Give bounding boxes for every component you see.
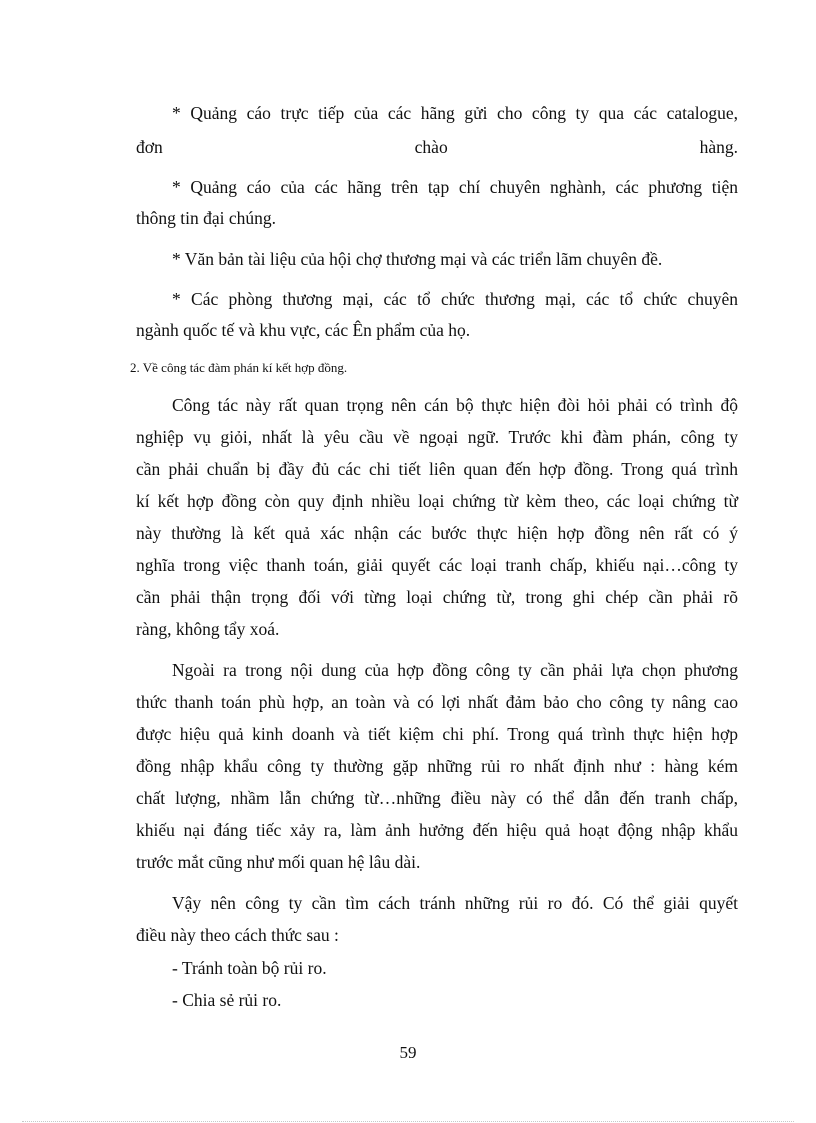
- body-1-line-5: này thường là kết quả xác nhận các bước thực hiện hợp đồng nên rất có ý: [136, 523, 738, 543]
- body-2-line-5: chất lượng, nhầm lẫn chứng từ…những điều này có thể dẫn đến tranh chấp,: [136, 788, 738, 808]
- bullet-2-line-1: * Quảng cáo của các hãng trên tạp chí chuyên nghành, các phương tiện: [172, 177, 738, 197]
- bullet-3-line-1: * Văn bản tài liệu của hội chợ thương mại và các triển lãm chuyên đề.: [172, 249, 663, 269]
- body-1-line-3: cần phải chuẩn bị đầy đủ các chi tiết liên quan đến hợp đồng. Trong quá trình: [136, 459, 738, 479]
- body-3-line-1: Vậy nên công ty cần tìm cách tránh những rủi ro đó. Có thể giải quyết: [172, 893, 738, 913]
- section-heading: 2. Về công tác đàm phán kí kết hợp đồng.: [130, 360, 348, 375]
- body-3-line-2: điều này theo cách thức sau :: [136, 925, 339, 945]
- body-1-line-6: nghĩa trong việc thanh toán, giải quyết các loại tranh chấp, khiếu nại…công ty: [136, 555, 738, 575]
- page-bottom-divider: [22, 1121, 794, 1122]
- list-item-avoid-risk: - Tránh toàn bộ rủi ro.: [172, 958, 327, 978]
- bullet-4-line-1: * Các phòng thương mại, các tổ chức thương mại, các tổ chức chuyên: [172, 289, 738, 309]
- bullet-1-line-2: đơn chào hàng.: [136, 137, 738, 157]
- bullet-1-line-1: * Quảng cáo trực tiếp của các hãng gửi cho công ty qua các catalogue,: [172, 103, 738, 123]
- body-2-line-6: khiếu nại đáng tiếc xảy ra, làm ảnh hưởng đến hiệu quả hoạt động nhập khẩu: [136, 820, 738, 840]
- body-1-line-4: kí kết hợp đồng còn quy định nhiều loại chứng từ kèm theo, các loại chứng từ: [136, 491, 738, 511]
- body-2-line-4: đồng nhập khẩu công ty thường gặp những rủi ro nhất định như : hàng kém: [136, 756, 738, 776]
- body-2-line-2: thức thanh toán phù hợp, an toàn và có lợi nhất đảm bảo cho công ty nâng cao: [136, 692, 738, 712]
- bullet-4-line-2: ngành quốc tế và khu vực, các Ên phẩm của họ.: [136, 320, 471, 340]
- body-1-line-2: nghiệp vụ giỏi, nhất là yêu cầu về ngoại ngữ. Trước khi đàm phán, công ty: [136, 427, 738, 447]
- page-number: 59: [399, 1043, 417, 1062]
- body-2-line-1: Ngoài ra trong nội dung của hợp đồng công ty cần phải lựa chọn phương: [172, 660, 738, 680]
- body-2-line-7: trước mắt cũng như mối quan hệ lâu dài.: [136, 852, 421, 872]
- body-1-line-8: ràng, không tẩy xoá.: [136, 619, 280, 639]
- body-1-line-7: cần phải thận trọng đối với từng loại chứng từ, trong ghi chép cần phải rõ: [136, 587, 738, 607]
- body-1-line-1: Công tác này rất quan trọng nên cán bộ thực hiện đòi hỏi phải có trình độ: [172, 395, 738, 415]
- list-item-share-risk: - Chia sẻ rủi ro.: [172, 990, 282, 1010]
- bullet-2-line-2: thông tin đại chúng.: [136, 208, 276, 228]
- body-2-line-3: được hiệu quả kinh doanh và tiết kiệm chi phí. Trong quá trình thực hiện hợp: [136, 724, 738, 744]
